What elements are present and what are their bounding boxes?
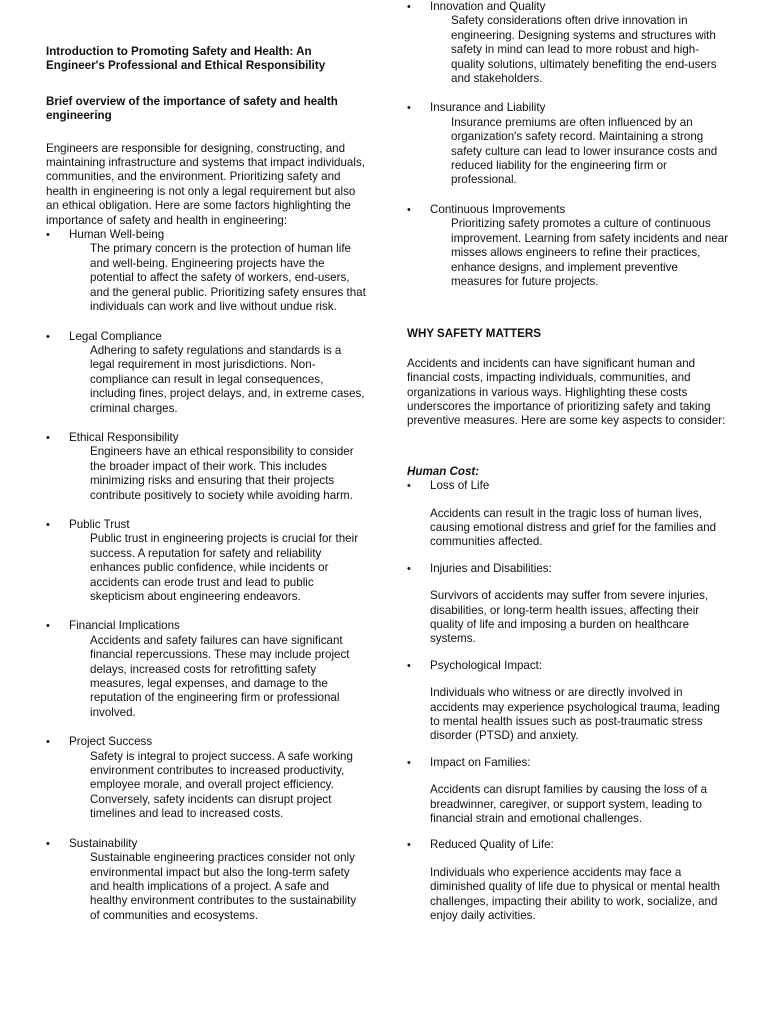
section-heading: WHY SAFETY MATTERS	[407, 327, 541, 341]
factor-label: Ethical Responsibility	[69, 430, 179, 444]
bullet-icon: •	[407, 562, 411, 575]
factor-description: Insurance premiums are often influenced by an organization's safety record. Maintaining a strong safety culture can lead to lower insurance costs and reduced liability for the engineering firm or professional.	[451, 115, 718, 187]
factor-label: Human Well-being	[69, 228, 165, 242]
factor-label: Continuous Improvements	[430, 202, 566, 216]
cost-description: Accidents can result in the tragic loss of human lives, causing emotional distress and grief for the families and communities affected.	[430, 506, 717, 549]
bullet-icon: •	[407, 659, 411, 672]
factor-label: Legal Compliance	[69, 329, 162, 343]
list-item	[46, 431, 366, 503]
list-item	[407, 562, 729, 647]
factor-description: Safety considerations often drive innovation in engineering. Designing systems and structures with safety in mind can lead to more robust and high-quality solutions, ultimately benefiting the end-users and stakeholders.	[451, 14, 717, 86]
intro-paragraph: Engineers are responsible for designing, constructing, and maintaining infrastructure and systems that impact individuals, communities, and the environment. Prioritizing safety and health in engineering is not only a legal requirement but also an ethical obligation. Here are some factors highlighting the importance of safety and health in engineering:	[46, 141, 365, 227]
human-cost-heading: Human Cost:	[407, 464, 480, 478]
factor-list-continued	[407, 0, 729, 289]
bullet-icon: •	[407, 203, 411, 216]
cost-description: Individuals who experience accidents may face a diminished quality of life due to physical or mental health challenges, impacting their ability to work, socialize, and enjoy daily activities.	[430, 865, 721, 923]
factor-label: Innovation and Quality	[430, 0, 546, 13]
bullet-icon: •	[46, 330, 50, 343]
factor-description: Sustainable engineering practices consider not only environmental impact but also the long-term safety and health implications of a project. A safe and healthy environment contributes to the sustainability of communities and ecosystems.	[90, 851, 357, 922]
list-item	[407, 659, 729, 744]
list-item	[407, 756, 729, 827]
factor-label: Insurance and Liability	[430, 101, 546, 115]
bullet-icon: •	[407, 1, 411, 13]
factor-description: Engineers have an ethical responsibility to consider the broader impact of their work. This includes minimizing risks and ensuring that their projects contribute positively to society while avoiding harm.	[90, 445, 354, 502]
list-item	[46, 518, 366, 604]
factor-description: The primary concern is the protection of human life and well-being. Engineering projects have the potential to affect the safety of workers, end-users, and the general public. Prioritizing safety ensures that individuals can work and live without undue risk.	[90, 242, 366, 314]
list-item	[407, 203, 729, 289]
factor-list	[46, 228, 366, 923]
left-column	[46, 0, 366, 923]
bullet-icon: •	[407, 480, 411, 493]
factor-description: Safety is integral to project success. A safe working environment contributes to increased productivity, employee morale, and overall project efficiency. Conversely, safety incidents can disrupt project timelines and lead to increased costs.	[90, 749, 353, 821]
cost-description: Individuals who witness or are directly involved in accidents may experience psychological trauma, leading to mental health issues such as post-traumatic stress disorder (PTSD) and anxiety.	[430, 686, 721, 743]
human-cost-list	[407, 479, 729, 923]
factor-description: Public trust in engineering projects is crucial for their success. A reputation for safety and reliability enhances public confidence, while incidents or accidents can erode trust and lead to public skepticism about engineering endeavors.	[90, 532, 359, 603]
cost-label: Reduced Quality of Life:	[430, 838, 554, 852]
factor-label: Sustainability	[69, 836, 138, 850]
factor-label: Financial Implications	[69, 619, 180, 633]
bullet-icon: •	[46, 431, 50, 444]
why-safety-section	[407, 327, 729, 923]
list-item	[46, 619, 366, 720]
list-item	[407, 0, 729, 86]
factor-description: Accidents and safety failures can have significant financial repercussions. These may include project delays, increased costs for retrofitting safety measures, legal expenses, and damage to the reputation of the engineering firm or professional involved.	[90, 633, 350, 719]
factor-label: Public Trust	[69, 517, 130, 531]
bullet-icon: •	[46, 837, 50, 850]
section-intro: Accidents and incidents can have significant human and financial costs, impacting individuals, communities, and organizations in various ways. Highlighting these costs underscores the importance of prioritizing safety and taking preventive measures. Here are some key aspects to consider:	[407, 356, 726, 428]
bullet-icon: •	[46, 229, 50, 242]
factor-description: Prioritizing safety promotes a culture of continuous improvement. Learning from safety incidents and near misses allows engineers to refine their practices, enhance designs, and implement preventive measures for future projects.	[451, 217, 729, 288]
cost-description: Accidents can disrupt families by causing the loss of a breadwinner, caregiver, or support system, leading to financial strain and emotional challenges.	[430, 783, 708, 826]
document-subtitle: Brief overview of the importance of safety and health engineering	[46, 94, 338, 123]
bullet-icon: •	[407, 102, 411, 115]
document-title: Introduction to Promoting Safety and Health: An Engineer's Professional and Ethical Responsibility	[46, 45, 326, 73]
bullet-icon: •	[407, 839, 411, 852]
bullet-icon: •	[407, 756, 411, 769]
cost-label: Psychological Impact:	[430, 658, 543, 672]
list-item	[46, 735, 366, 821]
cost-description: Survivors of accidents may suffer from severe injuries, disabilities, or long-term health issues, affecting their quality of life and imposing a burden on healthcare systems.	[430, 589, 709, 646]
list-item	[407, 838, 729, 923]
list-item	[46, 330, 366, 416]
list-item	[407, 101, 729, 187]
cost-label: Injuries and Disabilities:	[430, 561, 552, 575]
list-item	[46, 228, 366, 314]
list-item	[407, 479, 729, 550]
cost-label: Loss of Life	[430, 479, 490, 493]
bullet-icon: •	[46, 736, 50, 749]
bullet-icon: •	[46, 518, 50, 531]
cost-label: Impact on Families:	[430, 755, 531, 769]
right-column	[407, 0, 729, 924]
list-item	[46, 837, 366, 923]
factor-description: Adhering to safety regulations and standards is a legal requirement in most jurisdictions. Non-compliance can result in legal consequences, including fines, project delays, and, in extreme cases, criminal charges.	[90, 343, 365, 415]
bullet-icon: •	[46, 620, 50, 633]
factor-label: Project Success	[69, 735, 153, 749]
